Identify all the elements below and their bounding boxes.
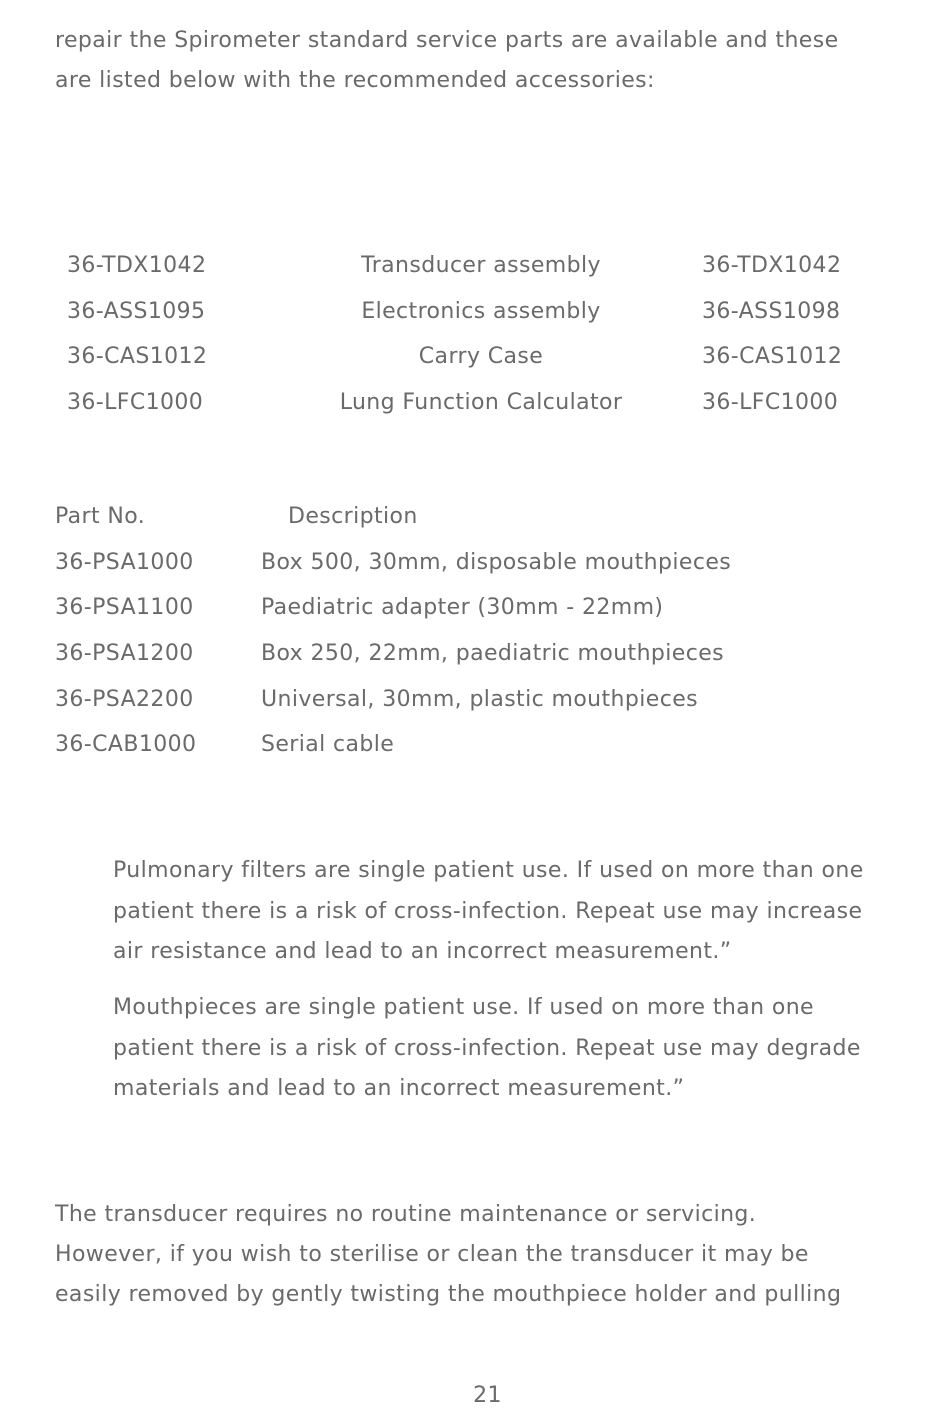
part-number-standard: 36-CAS1012	[67, 344, 208, 369]
maintenance-line: easily removed by gently twisting the mouthpiece holder and pulling	[55, 1282, 842, 1307]
part-description: Lung Function Calculator	[339, 390, 623, 415]
intro-line: are listed below with the recommended accessories:	[55, 68, 655, 93]
accessory-part-number: 36-PSA2200	[55, 687, 194, 712]
accessory-description: Universal, 30mm, plastic mouthpieces	[261, 687, 698, 712]
accessory-description: Box 250, 22mm, paediatric mouthpieces	[261, 641, 725, 666]
warning-line: Pulmonary filters are single patient use. If used on more than one	[113, 858, 864, 883]
maintenance-line: However, if you wish to sterilise or clean the transducer it may be	[55, 1242, 809, 1267]
intro-line: repair the Spirometer standard service parts are available and these	[55, 28, 839, 53]
column-header-part-number: Part No.	[55, 504, 146, 529]
accessory-description: Box 500, 30mm, disposable mouthpieces	[261, 550, 732, 575]
part-description: Electronics assembly	[361, 299, 601, 324]
accessory-description: Paediatric adapter (30mm - 22mm)	[261, 595, 664, 620]
part-number-standard: 36-ASS1095	[67, 299, 206, 324]
part-description: Carry Case	[418, 344, 544, 369]
part-number-standard: 36-LFC1000	[67, 390, 204, 415]
part-number-alternate: 36-TDX1042	[702, 253, 842, 278]
accessory-part-number: 36-PSA1000	[55, 550, 194, 575]
warning-line: patient there is a risk of cross-infection. Repeat use may degrade	[113, 1036, 861, 1061]
warning-line: Mouthpieces are single patient use. If used on more than one	[113, 995, 814, 1020]
warning-line: air resistance and lead to an incorrect measurement.”	[113, 939, 732, 964]
part-number-alternate: 36-ASS1098	[702, 299, 841, 324]
part-number-alternate: 36-CAS1012	[702, 344, 843, 369]
column-header-description: Description	[288, 504, 418, 529]
accessory-description: Serial cable	[261, 732, 395, 757]
accessory-part-number: 36-PSA1200	[55, 641, 194, 666]
warning-line: materials and lead to an incorrect measurement.”	[113, 1076, 685, 1101]
part-number-alternate: 36-LFC1000	[702, 390, 839, 415]
part-description: Transducer assembly	[361, 253, 601, 278]
warning-line: patient there is a risk of cross-infection. Repeat use may increase	[113, 899, 863, 924]
part-number-standard: 36-TDX1042	[67, 253, 207, 278]
maintenance-line: The transducer requires no routine maintenance or servicing.	[55, 1202, 757, 1227]
accessory-part-number: 36-PSA1100	[55, 595, 194, 620]
page-number: 21	[473, 1383, 502, 1408]
accessory-part-number: 36-CAB1000	[55, 732, 197, 757]
